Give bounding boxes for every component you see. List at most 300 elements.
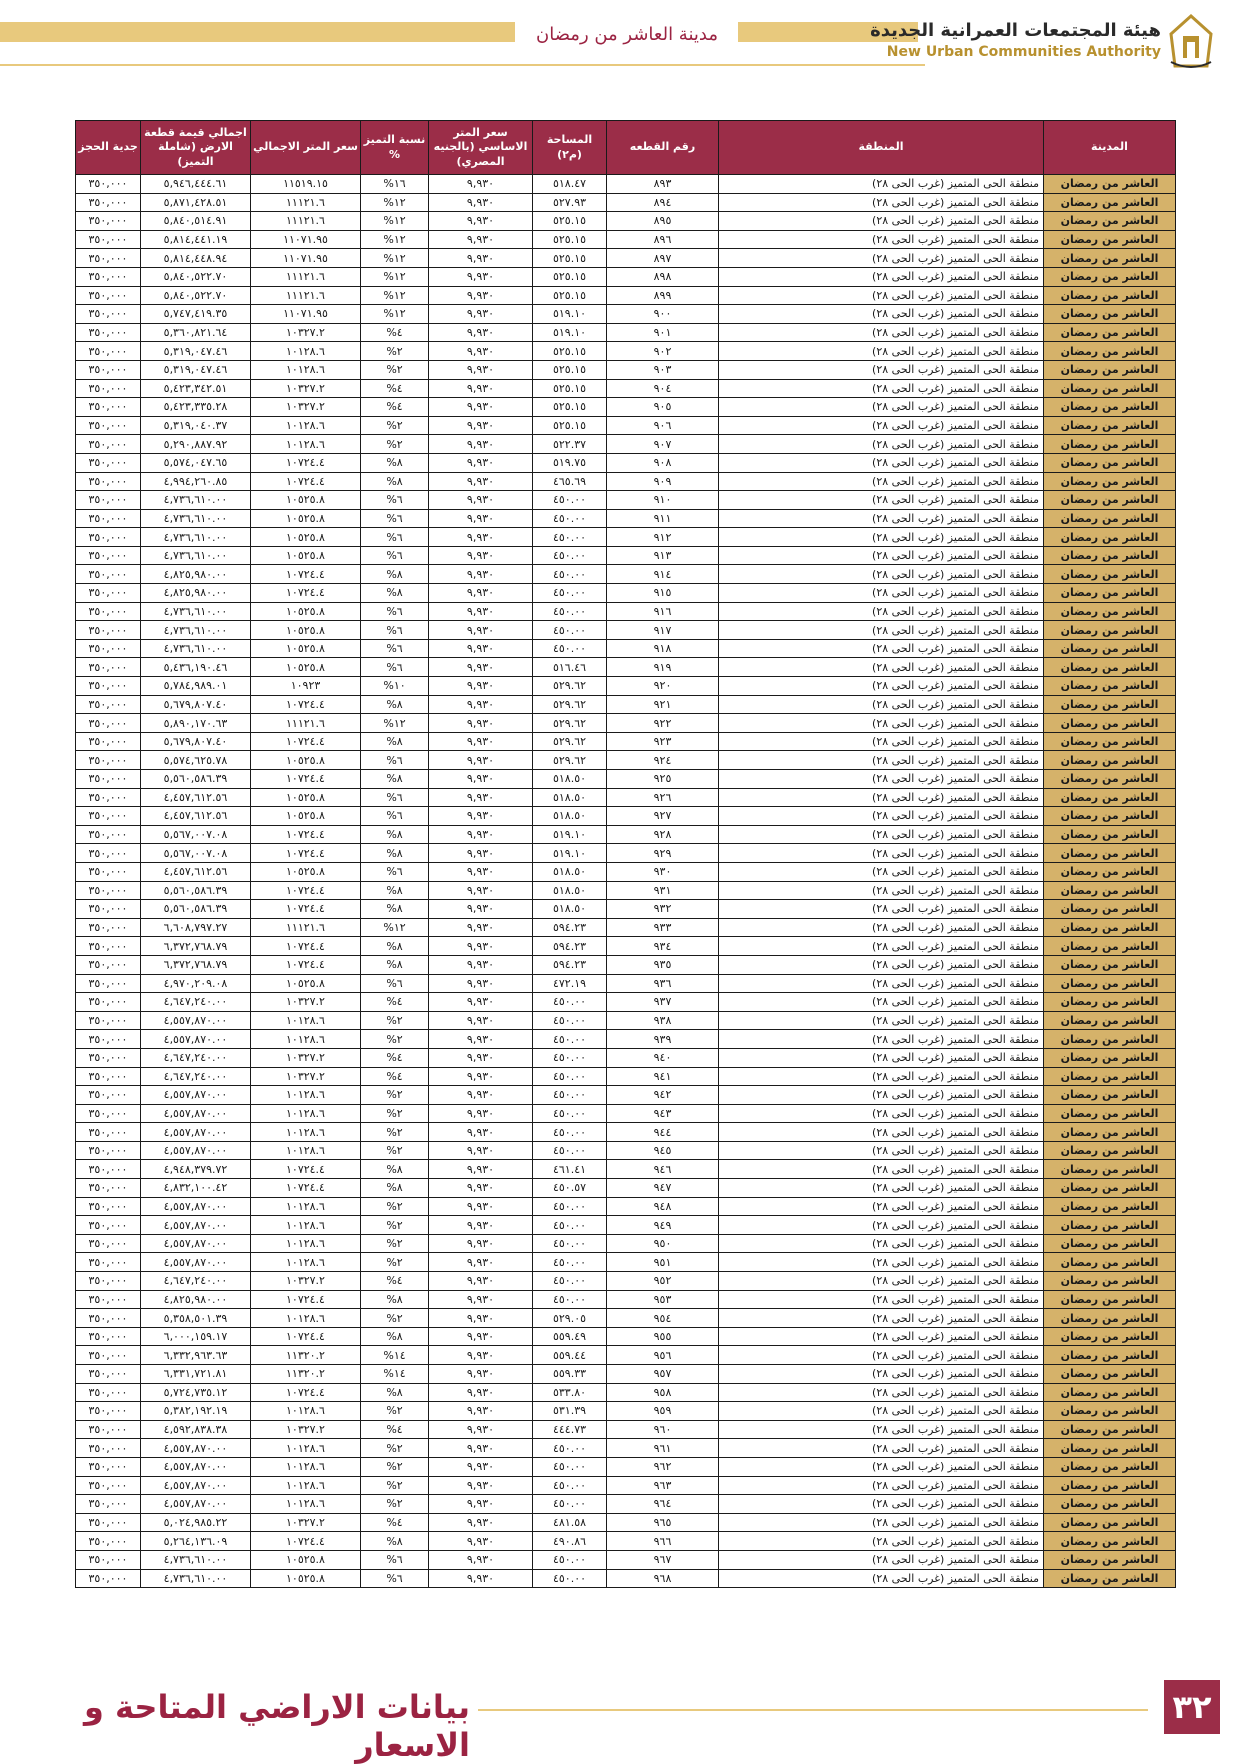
area-cell: ٥٢٥.١٥ — [533, 230, 607, 249]
total-meter-price-cell: ١٠١٢٨.٦ — [251, 360, 361, 379]
total-meter-price-cell: ١٠١٢٨.٦ — [251, 1495, 361, 1514]
total-value-cell: ٤,٧٣٦,٦١٠.٠٠ — [141, 528, 251, 547]
area-cell: ٥٥٩.٤٩ — [533, 1327, 607, 1346]
zone-cell: منطقة الحى المتميز (غرب الحى ٢٨) — [719, 1048, 1044, 1067]
table-row — [76, 565, 1176, 584]
total-value-cell: ٦,٣٣٢,٩٦٣.٦٣ — [141, 1346, 251, 1365]
area-cell: ٥٥٩.٣٣ — [533, 1365, 607, 1384]
city-cell: العاشر من رمضان — [1044, 1532, 1176, 1551]
area-cell: ٤٥٠.٠٠ — [533, 1067, 607, 1086]
total-value-cell: ٤,٥٥٧,٨٧٠.٠٠ — [141, 1495, 251, 1514]
premium-percent-cell: ٢% — [361, 342, 429, 361]
total-meter-price-cell: ١٠٣٢٧.٢ — [251, 993, 361, 1012]
zone-cell: منطقة الحى المتميز (غرب الحى ٢٨) — [719, 900, 1044, 919]
base-price-cell: ٩,٩٣٠ — [429, 1197, 533, 1216]
table-row — [76, 1420, 1176, 1439]
total-value-cell: ٤,٥٥٧,٨٧٠.٠٠ — [141, 1439, 251, 1458]
total-meter-price-cell: ١٠٧٢٤.٤ — [251, 770, 361, 789]
total-value-cell: ٥,٨٩٠,١٧٠.٦٣ — [141, 714, 251, 733]
deposit-cell: ٣٥٠,٠٠٠ — [76, 398, 141, 417]
city-cell: العاشر من رمضان — [1044, 1402, 1176, 1421]
total-value-cell: ٤,٨٢٥,٩٨٠.٠٠ — [141, 584, 251, 603]
total-value-cell: ٤,٦٤٧,٢٤٠.٠٠ — [141, 1067, 251, 1086]
area-cell: ٥١٩.١٠ — [533, 323, 607, 342]
zone-cell: منطقة الحى المتميز (غرب الحى ٢٨) — [719, 249, 1044, 268]
total-value-cell: ٤,٧٣٦,٦١٠.٠٠ — [141, 639, 251, 658]
deposit-cell: ٣٥٠,٠٠٠ — [76, 230, 141, 249]
base-price-cell: ٩,٩٣٠ — [429, 175, 533, 194]
zone-cell: منطقة الحى المتميز (غرب الحى ٢٨) — [719, 602, 1044, 621]
total-value-cell: ٥,٤٣٦,١٩٠.٤٦ — [141, 658, 251, 677]
plot-number-cell: ٩٤٦ — [607, 1160, 719, 1179]
deposit-cell: ٣٥٠,٠٠٠ — [76, 193, 141, 212]
deposit-cell: ٣٥٠,٠٠٠ — [76, 305, 141, 324]
city-cell: العاشر من رمضان — [1044, 472, 1176, 491]
total-meter-price-cell: ١٠٣٢٧.٢ — [251, 323, 361, 342]
city-cell: العاشر من رمضان — [1044, 546, 1176, 565]
area-cell: ٥١٨.٥٠ — [533, 788, 607, 807]
zone-cell: منطقة الحى المتميز (غرب الحى ٢٨) — [719, 1030, 1044, 1049]
premium-percent-cell: ٢% — [361, 1495, 429, 1514]
total-value-cell: ٤,٥٥٧,٨٧٠.٠٠ — [141, 1457, 251, 1476]
premium-percent-cell: ٨% — [361, 955, 429, 974]
city-cell: العاشر من رمضان — [1044, 918, 1176, 937]
plot-number-cell: ٩٠١ — [607, 323, 719, 342]
base-price-cell: ٩,٩٣٠ — [429, 1216, 533, 1235]
premium-percent-cell: ٢% — [361, 1197, 429, 1216]
premium-percent-cell: ٨% — [361, 695, 429, 714]
city-cell: العاشر من رمضان — [1044, 1179, 1176, 1198]
premium-percent-cell: ٦% — [361, 862, 429, 881]
total-value-cell: ٤,٧٣٦,٦١٠.٠٠ — [141, 509, 251, 528]
table-row — [76, 416, 1176, 435]
city-cell: العاشر من رمضان — [1044, 1569, 1176, 1588]
deposit-cell: ٣٥٠,٠٠٠ — [76, 1067, 141, 1086]
zone-cell: منطقة الحى المتميز (غرب الحى ٢٨) — [719, 807, 1044, 826]
plot-number-cell: ٩٤٠ — [607, 1048, 719, 1067]
zone-cell: منطقة الحى المتميز (غرب الحى ٢٨) — [719, 1290, 1044, 1309]
total-value-cell: ٤,٤٥٧,٦١٢.٥٦ — [141, 788, 251, 807]
city-cell: العاشر من رمضان — [1044, 881, 1176, 900]
table-body — [76, 175, 1176, 1588]
city-cell: العاشر من رمضان — [1044, 937, 1176, 956]
premium-percent-cell: ١٢% — [361, 230, 429, 249]
premium-percent-cell: ٨% — [361, 844, 429, 863]
deposit-cell: ٣٥٠,٠٠٠ — [76, 974, 141, 993]
total-meter-price-cell: ١٠٧٢٤.٤ — [251, 1327, 361, 1346]
premium-percent-cell: ٨% — [361, 453, 429, 472]
area-cell: ٤٥٠.٠٠ — [533, 1457, 607, 1476]
total-meter-price-cell: ١٠٣٢٧.٢ — [251, 398, 361, 417]
deposit-cell: ٣٥٠,٠٠٠ — [76, 1011, 141, 1030]
city-cell: العاشر من رمضان — [1044, 955, 1176, 974]
plot-number-cell: ٩٢٠ — [607, 677, 719, 696]
table-row — [76, 1160, 1176, 1179]
total-value-cell: ٥,٧٢٤,٧٣٥.١٢ — [141, 1383, 251, 1402]
deposit-cell: ٣٥٠,٠٠٠ — [76, 788, 141, 807]
base-price-cell: ٩,٩٣٠ — [429, 955, 533, 974]
deposit-cell: ٣٥٠,٠٠٠ — [76, 918, 141, 937]
city-cell: العاشر من رمضان — [1044, 1365, 1176, 1384]
plot-number-cell: ٩٣٩ — [607, 1030, 719, 1049]
zone-cell: منطقة الحى المتميز (غرب الحى ٢٨) — [719, 788, 1044, 807]
total-meter-price-cell: ١٠٧٢٤.٤ — [251, 732, 361, 751]
base-price-cell: ٩,٩٣٠ — [429, 193, 533, 212]
deposit-cell: ٣٥٠,٠٠٠ — [76, 1476, 141, 1495]
total-meter-price-cell: ١١٠٧١.٩٥ — [251, 249, 361, 268]
deposit-cell: ٣٥٠,٠٠٠ — [76, 1030, 141, 1049]
plot-number-cell: ٩٠٣ — [607, 360, 719, 379]
total-value-cell: ٥,٠٢٤,٩٨٥.٢٢ — [141, 1513, 251, 1532]
plot-number-cell: ٩٢٧ — [607, 807, 719, 826]
deposit-cell: ٣٥٠,٠٠٠ — [76, 1123, 141, 1142]
table-row — [76, 658, 1176, 677]
table-row — [76, 1067, 1176, 1086]
base-price-cell: ٩,٩٣٠ — [429, 1234, 533, 1253]
plot-number-cell: ٩١٣ — [607, 546, 719, 565]
plot-number-cell: ٨٩٧ — [607, 249, 719, 268]
premium-percent-cell: ٢% — [361, 1104, 429, 1123]
area-cell: ٥٢٧.٩٣ — [533, 193, 607, 212]
base-price-cell: ٩,٩٣٠ — [429, 807, 533, 826]
area-cell: ٥٥٩.٤٤ — [533, 1346, 607, 1365]
area-cell: ٤٥٠.٠٠ — [533, 621, 607, 640]
table-row — [76, 1290, 1176, 1309]
zone-cell: منطقة الحى المتميز (غرب الحى ٢٨) — [719, 1272, 1044, 1291]
premium-percent-cell: ٤% — [361, 1048, 429, 1067]
table-row — [76, 528, 1176, 547]
nuca-logo-icon — [1165, 14, 1217, 72]
total-meter-price-cell: ١٠١٢٨.٦ — [251, 1011, 361, 1030]
city-cell: العاشر من رمضان — [1044, 435, 1176, 454]
total-meter-price-cell: ١٠٣٢٧.٢ — [251, 1420, 361, 1439]
column-header: سعر المتر الاساسي (بالجنيه المصري) — [429, 121, 533, 175]
deposit-cell: ٣٥٠,٠٠٠ — [76, 955, 141, 974]
plot-number-cell: ٩١٢ — [607, 528, 719, 547]
area-cell: ٤٥٠.٥٧ — [533, 1179, 607, 1198]
area-cell: ٤٤٤.٧٣ — [533, 1420, 607, 1439]
base-price-cell: ٩,٩٣٠ — [429, 230, 533, 249]
plot-number-cell: ٨٩٩ — [607, 286, 719, 305]
base-price-cell: ٩,٩٣٠ — [429, 918, 533, 937]
plot-number-cell: ٩٥٣ — [607, 1290, 719, 1309]
zone-cell: منطقة الحى المتميز (غرب الحى ٢٨) — [719, 286, 1044, 305]
total-value-cell: ٥,٦٧٩,٨٠٧.٤٠ — [141, 732, 251, 751]
table-row — [76, 1402, 1176, 1421]
area-cell: ٥٣٣.٨٠ — [533, 1383, 607, 1402]
table-row — [76, 193, 1176, 212]
total-value-cell: ٤,٧٣٦,٦١٠.٠٠ — [141, 621, 251, 640]
city-cell: العاشر من رمضان — [1044, 1011, 1176, 1030]
deposit-cell: ٣٥٠,٠٠٠ — [76, 993, 141, 1012]
zone-cell: منطقة الحى المتميز (غرب الحى ٢٨) — [719, 1439, 1044, 1458]
base-price-cell: ٩,٩٣٠ — [429, 1513, 533, 1532]
zone-cell: منطقة الحى المتميز (غرب الحى ٢٨) — [719, 1457, 1044, 1476]
total-value-cell: ٤,٥٥٧,٨٧٠.٠٠ — [141, 1011, 251, 1030]
area-cell: ٥١٦.٤٦ — [533, 658, 607, 677]
zone-cell: منطقة الحى المتميز (غرب الحى ٢٨) — [719, 435, 1044, 454]
plot-number-cell: ٩٥٨ — [607, 1383, 719, 1402]
city-cell: العاشر من رمضان — [1044, 1346, 1176, 1365]
zone-cell: منطقة الحى المتميز (غرب الحى ٢٨) — [719, 881, 1044, 900]
base-price-cell: ٩,٩٣٠ — [429, 212, 533, 231]
area-cell: ٥٢٩.٦٢ — [533, 695, 607, 714]
table-row — [76, 1550, 1176, 1569]
plot-number-cell: ٩٥٠ — [607, 1234, 719, 1253]
zone-cell: منطقة الحى المتميز (غرب الحى ٢٨) — [719, 714, 1044, 733]
premium-percent-cell: ٦% — [361, 1550, 429, 1569]
total-meter-price-cell: ١٠١٢٨.٦ — [251, 1216, 361, 1235]
total-meter-price-cell: ١٠٧٢٤.٤ — [251, 1383, 361, 1402]
area-cell: ٤٩٠.٨٦ — [533, 1532, 607, 1551]
area-cell: ٥٢٩.٦٢ — [533, 732, 607, 751]
area-cell: ٥٩٤.٢٣ — [533, 955, 607, 974]
column-header: المنطقة — [719, 121, 1044, 175]
zone-cell: منطقة الحى المتميز (غرب الحى ٢٨) — [719, 1179, 1044, 1198]
zone-cell: منطقة الحى المتميز (غرب الحى ٢٨) — [719, 584, 1044, 603]
deposit-cell: ٣٥٠,٠٠٠ — [76, 862, 141, 881]
zone-cell: منطقة الحى المتميز (غرب الحى ٢٨) — [719, 1495, 1044, 1514]
premium-percent-cell: ٦% — [361, 807, 429, 826]
area-cell: ٥٢٥.١٥ — [533, 342, 607, 361]
table-row — [76, 1216, 1176, 1235]
table-row — [76, 249, 1176, 268]
city-cell: العاشر من رمضان — [1044, 323, 1176, 342]
plot-number-cell: ٩٢٤ — [607, 751, 719, 770]
table-row — [76, 900, 1176, 919]
table-row — [76, 974, 1176, 993]
total-meter-price-cell: ١٠٧٢٤.٤ — [251, 900, 361, 919]
table-row — [76, 1495, 1176, 1514]
column-header: المساحة (م٢) — [533, 121, 607, 175]
total-value-cell: ٤,٦٤٧,٢٤٠.٠٠ — [141, 1048, 251, 1067]
premium-percent-cell: ٦% — [361, 751, 429, 770]
base-price-cell: ٩,٩٣٠ — [429, 714, 533, 733]
city-cell: العاشر من رمضان — [1044, 602, 1176, 621]
total-value-cell: ٤,٥٩٢,٨٣٨.٣٨ — [141, 1420, 251, 1439]
plot-number-cell: ٩٦٢ — [607, 1457, 719, 1476]
city-cell: العاشر من رمضان — [1044, 1476, 1176, 1495]
zone-cell: منطقة الحى المتميز (غرب الحى ٢٨) — [719, 1365, 1044, 1384]
plot-number-cell: ٩٢١ — [607, 695, 719, 714]
total-meter-price-cell: ١٠٧٢٤.٤ — [251, 453, 361, 472]
total-meter-price-cell: ١٠٥٢٥.٨ — [251, 639, 361, 658]
base-price-cell: ٩,٩٣٠ — [429, 416, 533, 435]
table-row — [76, 435, 1176, 454]
table-row — [76, 491, 1176, 510]
base-price-cell: ٩,٩٣٠ — [429, 862, 533, 881]
city-cell: العاشر من رمضان — [1044, 1253, 1176, 1272]
city-cell: العاشر من رمضان — [1044, 770, 1176, 789]
total-meter-price-cell: ١٠١٢٨.٦ — [251, 416, 361, 435]
table-row — [76, 639, 1176, 658]
city-cell: العاشر من رمضان — [1044, 1104, 1176, 1123]
zone-cell: منطقة الحى المتميز (غرب الحى ٢٨) — [719, 565, 1044, 584]
total-meter-price-cell: ١٠٧٢٤.٤ — [251, 565, 361, 584]
base-price-cell: ٩,٩٣٠ — [429, 677, 533, 696]
total-meter-price-cell: ١٠٥٢٥.٨ — [251, 546, 361, 565]
plot-number-cell: ٩٤٢ — [607, 1086, 719, 1105]
base-price-cell: ٩,٩٣٠ — [429, 323, 533, 342]
total-meter-price-cell: ١٠١٢٨.٦ — [251, 1439, 361, 1458]
footer-line — [478, 1709, 1148, 1711]
zone-cell: منطقة الحى المتميز (غرب الحى ٢٨) — [719, 416, 1044, 435]
zone-cell: منطقة الحى المتميز (غرب الحى ٢٨) — [719, 974, 1044, 993]
city-cell: العاشر من رمضان — [1044, 1327, 1176, 1346]
base-price-cell: ٩,٩٣٠ — [429, 788, 533, 807]
total-meter-price-cell: ١٠٥٢٥.٨ — [251, 788, 361, 807]
total-value-cell: ٤,٥٥٧,٨٧٠.٠٠ — [141, 1234, 251, 1253]
total-meter-price-cell: ١٠٥٢٥.٨ — [251, 1550, 361, 1569]
total-value-cell: ٥,٨٤٠,٥٢٢.٧٠ — [141, 286, 251, 305]
area-cell: ٤٥٠.٠٠ — [533, 1216, 607, 1235]
plot-number-cell: ٩٣٧ — [607, 993, 719, 1012]
table-row — [76, 621, 1176, 640]
city-cell: العاشر من رمضان — [1044, 453, 1176, 472]
city-cell: العاشر من رمضان — [1044, 1086, 1176, 1105]
total-meter-price-cell: ١١٠٧١.٩٥ — [251, 305, 361, 324]
zone-cell: منطقة الحى المتميز (غرب الحى ٢٨) — [719, 305, 1044, 324]
area-cell: ٤٥٠.٠٠ — [533, 602, 607, 621]
zone-cell: منطقة الحى المتميز (غرب الحى ٢٨) — [719, 453, 1044, 472]
area-cell: ٥٢٥.١٥ — [533, 267, 607, 286]
zone-cell: منطقة الحى المتميز (غرب الحى ٢٨) — [719, 993, 1044, 1012]
premium-percent-cell: ٦% — [361, 528, 429, 547]
plot-number-cell: ٩١٧ — [607, 621, 719, 640]
total-meter-price-cell: ١١٥١٩.١٥ — [251, 175, 361, 194]
base-price-cell: ٩,٩٣٠ — [429, 1402, 533, 1421]
city-cell: العاشر من رمضان — [1044, 491, 1176, 510]
deposit-cell: ٣٥٠,٠٠٠ — [76, 1365, 141, 1384]
total-value-cell: ٥,٢٦٤,١٣٦.٠٩ — [141, 1532, 251, 1551]
deposit-cell: ٣٥٠,٠٠٠ — [76, 658, 141, 677]
deposit-cell: ٣٥٠,٠٠٠ — [76, 435, 141, 454]
city-cell: العاشر من رمضان — [1044, 249, 1176, 268]
deposit-cell: ٣٥٠,٠٠٠ — [76, 1569, 141, 1588]
base-price-cell: ٩,٩٣٠ — [429, 360, 533, 379]
premium-percent-cell: ٨% — [361, 1290, 429, 1309]
base-price-cell: ٩,٩٣٠ — [429, 1104, 533, 1123]
zone-cell: منطقة الحى المتميز (غرب الحى ٢٨) — [719, 732, 1044, 751]
area-cell: ٥٢٥.١٥ — [533, 360, 607, 379]
premium-percent-cell: ٤% — [361, 1420, 429, 1439]
deposit-cell: ٣٥٠,٠٠٠ — [76, 175, 141, 194]
base-price-cell: ٩,٩٣٠ — [429, 1086, 533, 1105]
area-cell: ٤٥٠.٠٠ — [533, 1495, 607, 1514]
premium-percent-cell: ٤% — [361, 1272, 429, 1291]
plot-number-cell: ٩٠٦ — [607, 416, 719, 435]
total-value-cell: ٥,٨١٤,٤٤١.١٩ — [141, 230, 251, 249]
deposit-cell: ٣٥٠,٠٠٠ — [76, 584, 141, 603]
total-meter-price-cell: ١١٣٢٠.٢ — [251, 1346, 361, 1365]
total-value-cell: ٥,٨٤٠,٥٢٢.٧٠ — [141, 267, 251, 286]
total-meter-price-cell: ١٠٥٢٥.٨ — [251, 974, 361, 993]
base-price-cell: ٩,٩٣٠ — [429, 658, 533, 677]
total-value-cell: ٥,٦٧٩,٨٠٧.٤٠ — [141, 695, 251, 714]
zone-cell: منطقة الحى المتميز (غرب الحى ٢٨) — [719, 193, 1044, 212]
zone-cell: منطقة الحى المتميز (غرب الحى ٢٨) — [719, 677, 1044, 696]
zone-cell: منطقة الحى المتميز (غرب الحى ٢٨) — [719, 546, 1044, 565]
table-row — [76, 1179, 1176, 1198]
city-cell: العاشر من رمضان — [1044, 788, 1176, 807]
premium-percent-cell: ٢% — [361, 1402, 429, 1421]
total-meter-price-cell: ١٠١٢٨.٦ — [251, 1234, 361, 1253]
city-cell: العاشر من رمضان — [1044, 1272, 1176, 1291]
premium-percent-cell: ٨% — [361, 770, 429, 789]
total-meter-price-cell: ١١٠٧١.٩٥ — [251, 230, 361, 249]
total-value-cell: ٥,٥٦٧,٠٠٧.٠٨ — [141, 844, 251, 863]
base-price-cell: ٩,٩٣٠ — [429, 695, 533, 714]
base-price-cell: ٩,٩٣٠ — [429, 584, 533, 603]
zone-cell: منطقة الحى المتميز (غرب الحى ٢٨) — [719, 1086, 1044, 1105]
city-cell: العاشر من رمضان — [1044, 714, 1176, 733]
total-meter-price-cell: ١٠٥٢٥.٨ — [251, 491, 361, 510]
area-cell: ٥١٩.١٠ — [533, 825, 607, 844]
area-cell: ٥١٨.٥٠ — [533, 807, 607, 826]
zone-cell: منطقة الحى المتميز (غرب الحى ٢٨) — [719, 1550, 1044, 1569]
deposit-cell: ٣٥٠,٠٠٠ — [76, 1550, 141, 1569]
table-row — [76, 1048, 1176, 1067]
area-cell: ٤٥٠.٠٠ — [533, 1011, 607, 1030]
plot-number-cell: ٨٩٣ — [607, 175, 719, 194]
table-row — [76, 286, 1176, 305]
premium-percent-cell: ٦% — [361, 546, 429, 565]
total-meter-price-cell: ١٠٧٢٤.٤ — [251, 695, 361, 714]
area-cell: ٥٢٩.٦٢ — [533, 751, 607, 770]
city-cell: العاشر من رمضان — [1044, 1216, 1176, 1235]
total-value-cell: ٥,٣٨٢,١٩٢.١٩ — [141, 1402, 251, 1421]
base-price-cell: ٩,٩٣٠ — [429, 881, 533, 900]
zone-cell: منطقة الحى المتميز (غرب الحى ٢٨) — [719, 323, 1044, 342]
table-row — [76, 844, 1176, 863]
total-value-cell: ٤,٥٥٧,٨٧٠.٠٠ — [141, 1141, 251, 1160]
deposit-cell: ٣٥٠,٠٠٠ — [76, 416, 141, 435]
city-cell: العاشر من رمضان — [1044, 584, 1176, 603]
plot-number-cell: ٩٠٤ — [607, 379, 719, 398]
deposit-cell: ٣٥٠,٠٠٠ — [76, 509, 141, 528]
zone-cell: منطقة الحى المتميز (غرب الحى ٢٨) — [719, 1123, 1044, 1142]
plot-number-cell: ٩٤٩ — [607, 1216, 719, 1235]
table-row — [76, 509, 1176, 528]
base-price-cell: ٩,٩٣٠ — [429, 453, 533, 472]
header-band-left — [0, 22, 515, 42]
plot-number-cell: ٩١٨ — [607, 639, 719, 658]
deposit-cell: ٣٥٠,٠٠٠ — [76, 677, 141, 696]
zone-cell: منطقة الحى المتميز (غرب الحى ٢٨) — [719, 695, 1044, 714]
table-row — [76, 1272, 1176, 1291]
zone-cell: منطقة الحى المتميز (غرب الحى ٢٨) — [719, 825, 1044, 844]
table-row — [76, 1383, 1176, 1402]
table-row — [76, 1309, 1176, 1328]
zone-cell: منطقة الحى المتميز (غرب الحى ٢٨) — [719, 1513, 1044, 1532]
deposit-cell: ٣٥٠,٠٠٠ — [76, 1532, 141, 1551]
base-price-cell: ٩,٩٣٠ — [429, 1309, 533, 1328]
plot-number-cell: ٩٠٥ — [607, 398, 719, 417]
total-meter-price-cell: ١٠١٢٨.٦ — [251, 1457, 361, 1476]
deposit-cell: ٣٥٠,٠٠٠ — [76, 1327, 141, 1346]
zone-cell: منطقة الحى المتميز (غرب الحى ٢٨) — [719, 1327, 1044, 1346]
total-value-cell: ٦,٣٣١,٧٢١.٨١ — [141, 1365, 251, 1384]
plot-number-cell: ٩٢٦ — [607, 788, 719, 807]
premium-percent-cell: ٦% — [361, 602, 429, 621]
total-value-cell: ٥,٢٩٠,٨٨٧.٩٢ — [141, 435, 251, 454]
city-cell: العاشر من رمضان — [1044, 900, 1176, 919]
zone-cell: منطقة الحى المتميز (غرب الحى ٢٨) — [719, 1309, 1044, 1328]
area-cell: ٤٥٠.٠٠ — [533, 1104, 607, 1123]
premium-percent-cell: ٨% — [361, 565, 429, 584]
plot-number-cell: ٩٦٤ — [607, 1495, 719, 1514]
base-price-cell: ٩,٩٣٠ — [429, 509, 533, 528]
